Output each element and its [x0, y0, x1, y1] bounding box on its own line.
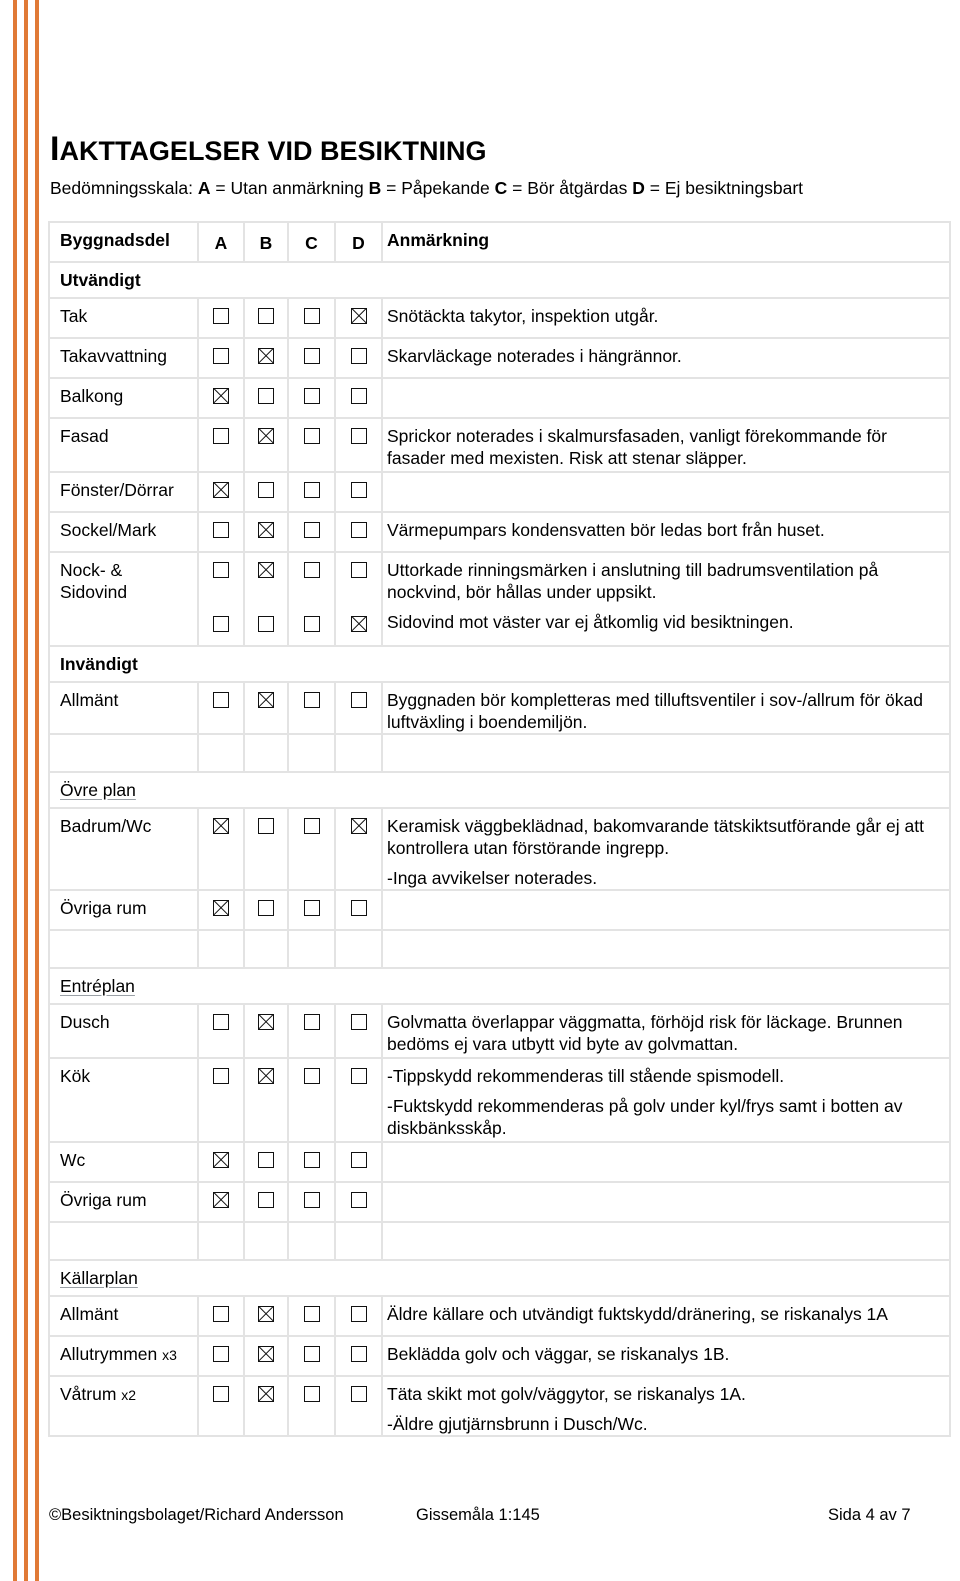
rating-cell-B — [244, 890, 288, 930]
checked-box[interactable] — [258, 562, 274, 578]
empty-cell — [335, 930, 382, 968]
rating-cell-A — [198, 338, 244, 378]
rating-cell-B — [244, 512, 288, 552]
building-part — [49, 682, 198, 734]
remark-cell — [382, 808, 950, 890]
rating-cell-A — [198, 1058, 244, 1142]
checked-box[interactable] — [258, 1346, 274, 1362]
rating-cell-A — [198, 890, 244, 930]
table-row — [49, 378, 950, 418]
unchecked-box[interactable] — [304, 482, 320, 498]
checked-box[interactable] — [213, 1192, 229, 1208]
table-row — [49, 262, 950, 298]
unchecked-box[interactable] — [258, 818, 274, 834]
checked-box[interactable] — [258, 1386, 274, 1402]
remark-cell — [382, 338, 950, 378]
rating-cell-D — [335, 1004, 382, 1058]
building-part-name: Dusch — [60, 1012, 110, 1032]
remark-text: Skarvläckage noterades i hängrännor. — [387, 346, 682, 366]
building-part — [49, 552, 198, 646]
remark-text: Täta skikt mot golv/väggytor, se riskanalys 1A. — [387, 1384, 746, 1404]
empty-cell — [49, 930, 198, 968]
building-part — [49, 1336, 198, 1376]
remark-cell — [382, 1296, 950, 1336]
table-row — [49, 1058, 950, 1142]
scale-text: = Utan anmärkning — [210, 178, 364, 198]
rating-cell-D — [335, 682, 382, 734]
unchecked-box[interactable] — [258, 1152, 274, 1168]
unchecked-box[interactable] — [351, 562, 367, 578]
subsection-heading: Källarplan — [60, 1268, 138, 1288]
footer-page-number: Sida 4 av 7 — [828, 1506, 911, 1524]
building-part — [49, 1058, 198, 1142]
remark-text: Uttorkade rinningsmärken i anslutning till badrumsventilation på nockvind, bör hållas under uppsikt. — [387, 560, 879, 602]
scale-label: Bedömningsskala: — [50, 178, 193, 198]
remark-text: Äldre källare och utvändigt fuktskydd/dränering, se riskanalys 1A — [387, 1304, 888, 1324]
building-part-name: Allmänt — [60, 690, 119, 710]
remark-text: -Fuktskydd rekommenderas på golv under kyl/frys samt i botten av diskbänksskåp. — [387, 1096, 903, 1138]
empty-cell — [288, 734, 335, 772]
table-row — [49, 418, 950, 472]
column-header: Anmärkning — [382, 222, 950, 262]
table-row — [49, 1004, 950, 1058]
remark-text: Värmepumpars kondensvatten bör ledas bort från huset. — [387, 520, 825, 540]
unchecked-box[interactable] — [351, 1068, 367, 1084]
unchecked-box[interactable] — [304, 1152, 320, 1168]
unchecked-box[interactable] — [304, 522, 320, 538]
checked-box[interactable] — [213, 388, 229, 404]
checked-box[interactable] — [351, 818, 367, 834]
table-row — [49, 930, 950, 968]
rating-cell-B — [244, 1336, 288, 1376]
table-row — [49, 338, 950, 378]
unchecked-box[interactable] — [351, 522, 367, 538]
table-row — [49, 1142, 950, 1182]
building-part-name: Allmänt — [60, 1304, 119, 1324]
rating-cell-D — [335, 1182, 382, 1222]
checked-box[interactable] — [213, 900, 229, 916]
section-heading: Utvändigt — [60, 270, 141, 290]
rating-cell-B — [244, 472, 288, 512]
checked-box[interactable] — [258, 692, 274, 708]
building-part — [49, 378, 198, 418]
unchecked-box[interactable] — [213, 1014, 229, 1030]
rating-cell-C — [288, 552, 335, 646]
remark-cell — [382, 418, 950, 472]
remark-cell — [382, 552, 950, 646]
remark-text: -Tippskydd rekommenderas till stående spismodell. — [387, 1066, 785, 1086]
quantity-suffix: x3 — [162, 1347, 177, 1363]
unchecked-box[interactable] — [258, 308, 274, 324]
building-part — [49, 1376, 198, 1436]
unchecked-box[interactable] — [351, 1346, 367, 1362]
rating-cell-C — [288, 890, 335, 930]
footer-copyright: ©Besiktningsbolaget/Richard Andersson — [49, 1506, 344, 1524]
rating-cell-C — [288, 1004, 335, 1058]
table-row — [49, 1296, 950, 1336]
rating-cell-B — [244, 1296, 288, 1336]
unchecked-box[interactable] — [304, 616, 320, 632]
subsection-heading: Övre plan — [60, 780, 136, 800]
empty-cell — [288, 930, 335, 968]
rating-cell-A — [198, 298, 244, 338]
table-row — [49, 1376, 950, 1436]
rating-cell-C — [288, 1058, 335, 1142]
remark-cell — [382, 378, 950, 418]
rating-cell-C — [288, 1376, 335, 1436]
checked-box[interactable] — [258, 1068, 274, 1084]
rating-cell-B — [244, 298, 288, 338]
unchecked-box[interactable] — [304, 348, 320, 364]
empty-cell — [335, 734, 382, 772]
rating-cell-D — [335, 808, 382, 890]
rating-cell-A — [198, 1182, 244, 1222]
rating-cell-C — [288, 338, 335, 378]
remark-text: Byggnaden bör kompletteras med tilluftsventiler i sov-/allrum för ökad luftväxling i boendemiljön. — [387, 690, 923, 732]
rating-cell-D — [335, 418, 382, 472]
table-row — [49, 512, 950, 552]
unchecked-box[interactable] — [213, 428, 229, 444]
building-part — [49, 298, 198, 338]
unchecked-box[interactable] — [304, 308, 320, 324]
building-part-name: Fönster/Dörrar — [60, 480, 174, 500]
checked-box[interactable] — [351, 616, 367, 632]
rating-cell-D — [335, 338, 382, 378]
rating-cell-D — [335, 1336, 382, 1376]
checked-box[interactable] — [258, 1306, 274, 1322]
empty-cell — [382, 734, 950, 772]
remark-cell — [382, 1182, 950, 1222]
unchecked-box[interactable] — [304, 1386, 320, 1402]
rating-cell-D — [335, 890, 382, 930]
building-part-name: Våtrum — [60, 1384, 117, 1404]
checked-box[interactable] — [213, 1152, 229, 1168]
rating-cell-C — [288, 1182, 335, 1222]
remark-cell — [382, 472, 950, 512]
rating-cell-A — [198, 682, 244, 734]
rating-cell-A — [198, 1004, 244, 1058]
building-part-name: Sockel/Mark — [60, 520, 157, 540]
remark-cell — [382, 1004, 950, 1058]
building-part — [49, 338, 198, 378]
building-part-name: Nock- & Sidovind — [60, 560, 128, 602]
remark-text: Sprickor noterades i skalmursfasaden, vanligt förekommande för fasader med mexisten. Risk att stenar släpper. — [387, 426, 887, 468]
unchecked-box[interactable] — [213, 1306, 229, 1322]
rating-cell-D — [335, 1058, 382, 1142]
rating-cell-C — [288, 378, 335, 418]
rating-cell-A — [198, 808, 244, 890]
table-row — [49, 552, 950, 646]
building-part-name: Badrum/Wc — [60, 816, 152, 836]
rating-cell-A — [198, 1296, 244, 1336]
empty-cell — [198, 734, 244, 772]
checked-box[interactable] — [258, 522, 274, 538]
rating-cell-D — [335, 1296, 382, 1336]
empty-cell — [198, 930, 244, 968]
rating-cell-A — [198, 512, 244, 552]
rating-cell-C — [288, 472, 335, 512]
building-part-name: Kök — [60, 1066, 91, 1086]
building-part-name: Wc — [60, 1150, 86, 1170]
rating-cell-C — [288, 298, 335, 338]
remark-cell — [382, 1142, 950, 1182]
table-header — [49, 222, 950, 262]
empty-cell — [198, 1222, 244, 1260]
unchecked-box[interactable] — [351, 1192, 367, 1208]
unchecked-box[interactable] — [304, 692, 320, 708]
table-row — [49, 772, 950, 808]
scale-key: D — [632, 178, 645, 198]
unchecked-box[interactable] — [213, 616, 229, 632]
table-row — [49, 472, 950, 512]
remark-text: Golvmatta överlappar väggmatta, förhöjd risk för läckage. Brunnen bedöms ej vara utbytt vid byte av golvmattan. — [387, 1012, 903, 1054]
rating-cell-D — [335, 472, 382, 512]
table-row — [49, 1260, 950, 1296]
empty-cell — [382, 1222, 950, 1260]
unchecked-box[interactable] — [351, 900, 367, 916]
building-part-name: Övriga rum — [60, 898, 147, 918]
unchecked-box[interactable] — [351, 1014, 367, 1030]
rating-cell-B — [244, 1058, 288, 1142]
remark-text: -Äldre gjutjärnsbrunn i Dusch/Wc. — [387, 1414, 648, 1434]
rating-cell-A — [198, 472, 244, 512]
table-row — [49, 1336, 950, 1376]
empty-cell — [244, 930, 288, 968]
remark-cell — [382, 298, 950, 338]
column-header: C — [288, 222, 335, 262]
rating-cell-C — [288, 1296, 335, 1336]
building-part — [49, 1142, 198, 1182]
empty-cell — [288, 1222, 335, 1260]
rating-cell-C — [288, 418, 335, 472]
rating-cell-D — [335, 512, 382, 552]
checked-box[interactable] — [258, 1014, 274, 1030]
scale-key: C — [494, 178, 508, 198]
unchecked-box[interactable] — [258, 388, 274, 404]
rating-cell-C — [288, 1336, 335, 1376]
table-row — [49, 298, 950, 338]
rating-cell-B — [244, 338, 288, 378]
table-row — [49, 808, 950, 890]
scale-key: B — [368, 178, 382, 198]
rating-cell-B — [244, 1182, 288, 1222]
rating-cell-A — [198, 378, 244, 418]
unchecked-box[interactable] — [304, 900, 320, 916]
scale-text: = Bör åtgärdas — [507, 178, 628, 198]
unchecked-box[interactable] — [213, 348, 229, 364]
column-header: D — [335, 222, 382, 262]
table-row — [49, 1182, 950, 1222]
unchecked-box[interactable] — [304, 1192, 320, 1208]
remark-cell — [382, 1336, 950, 1376]
section-heading: Invändigt — [60, 654, 138, 674]
rating-cell-D — [335, 1376, 382, 1436]
rating-cell-D — [335, 298, 382, 338]
inspection-table — [48, 221, 951, 1437]
unchecked-box[interactable] — [304, 1068, 320, 1084]
remark-cell — [382, 1376, 950, 1436]
unchecked-box[interactable] — [351, 1152, 367, 1168]
rating-cell-B — [244, 378, 288, 418]
scale-key: A — [197, 178, 211, 198]
empty-cell — [335, 1222, 382, 1260]
page-title: IAKTTAGELSER VID BESIKTNING — [50, 130, 487, 168]
empty-cell — [382, 930, 950, 968]
rating-cell-B — [244, 808, 288, 890]
rating-cell-C — [288, 808, 335, 890]
rating-cell-A — [198, 1376, 244, 1436]
table-row — [49, 682, 950, 734]
remark-text: Sidovind mot väster var ej åtkomlig vid besiktningen. — [387, 612, 794, 632]
unchecked-box[interactable] — [258, 482, 274, 498]
building-part — [49, 808, 198, 890]
unchecked-box[interactable] — [351, 388, 367, 404]
checked-box[interactable] — [351, 308, 367, 324]
unchecked-box[interactable] — [351, 1306, 367, 1322]
unchecked-box[interactable] — [213, 1346, 229, 1362]
building-part-name: Takavvattning — [60, 346, 168, 366]
unchecked-box[interactable] — [213, 1068, 229, 1084]
rating-cell-D — [335, 1142, 382, 1182]
building-part — [49, 1004, 198, 1058]
unchecked-box[interactable] — [213, 692, 229, 708]
unchecked-box[interactable] — [304, 562, 320, 578]
rating-cell-B — [244, 552, 288, 646]
unchecked-box[interactable] — [351, 1386, 367, 1402]
building-part-name: Fasad — [60, 426, 109, 446]
rating-cell-C — [288, 1142, 335, 1182]
remark-cell — [382, 682, 950, 734]
unchecked-box[interactable] — [351, 348, 367, 364]
rating-cell-C — [288, 512, 335, 552]
scale-text: = Påpekande — [381, 178, 490, 198]
scale-text: = Ej besiktningsbart — [644, 178, 804, 198]
building-part-name: Tak — [60, 306, 88, 326]
remark-cell — [382, 890, 950, 930]
unchecked-box[interactable] — [304, 1346, 320, 1362]
decorative-stripes — [13, 0, 39, 1581]
rating-cell-B — [244, 682, 288, 734]
unchecked-box[interactable] — [213, 522, 229, 538]
unchecked-box[interactable] — [351, 692, 367, 708]
rating-cell-A — [198, 418, 244, 472]
building-part — [49, 1182, 198, 1222]
unchecked-box[interactable] — [351, 428, 367, 444]
rating-cell-C — [288, 682, 335, 734]
remark-cell — [382, 512, 950, 552]
column-header: A — [198, 222, 244, 262]
remark-text: Keramisk väggbeklädnad, bakomvarande tätskiktsutförande går ej att kontrollera utan förstörande ingrepp. — [387, 816, 924, 858]
table-row — [49, 890, 950, 930]
empty-cell — [49, 734, 198, 772]
rating-cell-D — [335, 378, 382, 418]
empty-cell — [49, 1222, 198, 1260]
rating-cell-B — [244, 1376, 288, 1436]
table-row — [49, 968, 950, 1004]
unchecked-box[interactable] — [213, 1386, 229, 1402]
quantity-suffix: x2 — [121, 1387, 137, 1403]
remark-cell — [382, 1058, 950, 1142]
rating-scale — [50, 178, 803, 199]
unchecked-box[interactable] — [258, 900, 274, 916]
checked-box[interactable] — [258, 348, 274, 364]
checked-box[interactable] — [213, 482, 229, 498]
unchecked-box[interactable] — [258, 1192, 274, 1208]
footer-property: Gissemåla 1:145 — [416, 1506, 540, 1524]
rating-cell-B — [244, 1142, 288, 1182]
subsection-heading: Entréplan — [60, 976, 135, 996]
remark-text: Snötäckta takytor, inspektion utgår. — [387, 306, 659, 326]
unchecked-box[interactable] — [304, 1306, 320, 1322]
building-part — [49, 512, 198, 552]
building-part-name: Balkong — [60, 386, 124, 406]
table-row — [49, 1222, 950, 1260]
table-row — [49, 734, 950, 772]
column-header: Byggnadsdel — [49, 222, 198, 262]
checked-box[interactable] — [258, 428, 274, 444]
rating-cell-D — [335, 552, 382, 646]
unchecked-box[interactable] — [213, 308, 229, 324]
rating-cell-A — [198, 1336, 244, 1376]
building-part-name: Övriga rum — [60, 1190, 147, 1210]
building-part — [49, 472, 198, 512]
building-part — [49, 1296, 198, 1336]
empty-cell — [244, 734, 288, 772]
building-part — [49, 418, 198, 472]
unchecked-box[interactable] — [304, 1014, 320, 1030]
empty-cell — [244, 1222, 288, 1260]
checked-box[interactable] — [213, 818, 229, 834]
column-header: B — [244, 222, 288, 262]
rating-cell-A — [198, 552, 244, 646]
unchecked-box[interactable] — [304, 388, 320, 404]
building-part — [49, 890, 198, 930]
rating-cell-B — [244, 1004, 288, 1058]
rating-cell-B — [244, 418, 288, 472]
unchecked-box[interactable] — [351, 482, 367, 498]
remark-text: Beklädda golv och väggar, se riskanalys 1B. — [387, 1344, 730, 1364]
unchecked-box[interactable] — [304, 428, 320, 444]
unchecked-box[interactable] — [258, 616, 274, 632]
building-part-name: Allutrymmen — [60, 1344, 158, 1364]
remark-text: -Inga avvikelser noterades. — [387, 868, 598, 888]
table-row — [49, 646, 950, 682]
unchecked-box[interactable] — [213, 562, 229, 578]
unchecked-box[interactable] — [304, 818, 320, 834]
rating-cell-A — [198, 1142, 244, 1182]
